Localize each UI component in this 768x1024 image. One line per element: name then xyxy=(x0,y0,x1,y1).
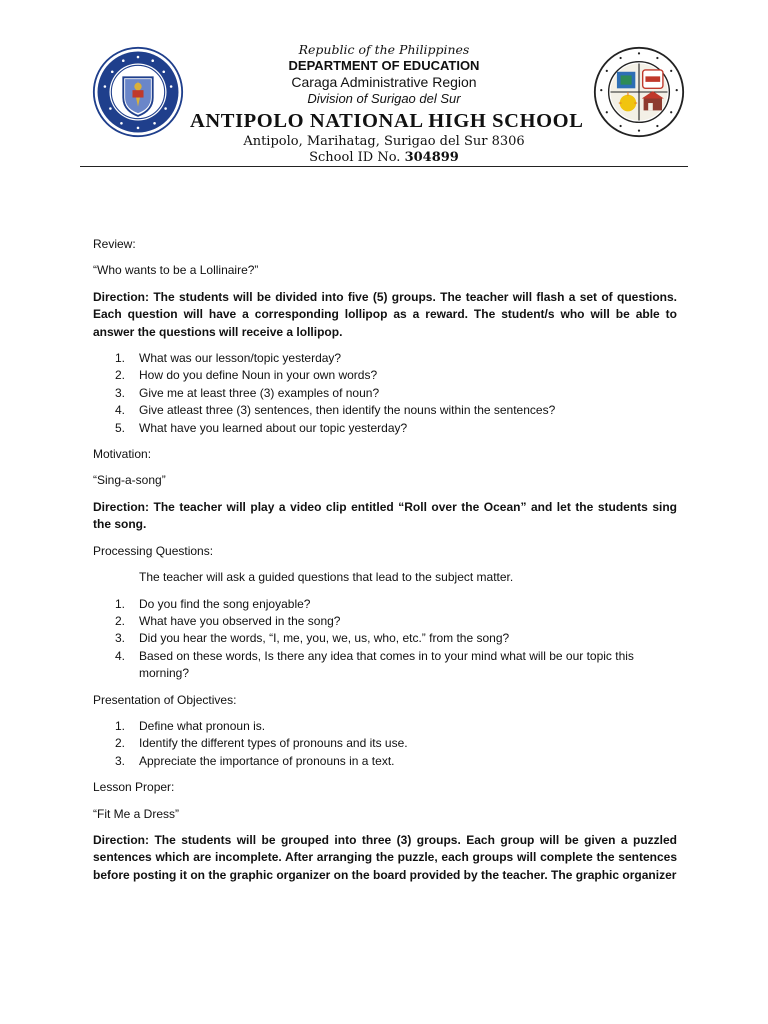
list-item: 4. Give atleast three (3) sentences, then identify the nouns within the sentences? xyxy=(115,403,556,418)
motivation-activity: “Sing-a-song” xyxy=(93,473,166,488)
list-item: 3. Appreciate the importance of pronouns in a text. xyxy=(115,753,395,768)
division-line: Division of Surigao del Sur xyxy=(307,91,461,106)
motivation-label: Motivation: xyxy=(93,447,152,462)
motivation-direction: Direction: The teacher will play a video clip entitled “Roll over the Ocean” and let the students sing the song. xyxy=(93,499,677,532)
list-item: 1. Do you find the song enjoyable? xyxy=(115,596,311,611)
republic-line: Republic of the Philippines xyxy=(298,42,470,57)
list-item: 1. Define what pronoun is. xyxy=(115,718,266,733)
review-activity: “Who wants to be a Lollinaire?” xyxy=(93,263,259,278)
list-item: 4. Based on these words, Is there any idea that comes in to your mind what will be our topic this morning? xyxy=(115,648,634,681)
review-direction: Direction: The students will be divided into five (5) groups. The teacher will flash a set of questions. Each question will have a corresponding lollipop as a reward. The student/s who will be able to answer the questions will receive a lollipop. xyxy=(93,289,677,339)
objectives-list xyxy=(93,718,677,770)
review-label: Review: xyxy=(93,237,136,251)
list-item: 3. Give me at least three (3) examples of noun? xyxy=(115,385,380,400)
school-seal-icon xyxy=(593,46,685,138)
list-item: 1. What was our lesson/topic yesterday? xyxy=(115,351,342,366)
school-id-value: 304899 xyxy=(404,150,459,165)
department-line: DEPARTMENT OF EDUCATION xyxy=(288,58,480,73)
list-item: 3. Did you hear the words, “I, me, you, we, us, who, etc.” from the song? xyxy=(115,631,510,646)
processing-intro: The teacher will ask a guided questions that lead to the subject matter. xyxy=(139,570,514,585)
list-item: 2. What have you observed in the song? xyxy=(115,613,341,628)
lesson-direction: Direction: The students will be grouped into three (3) groups. Each group will be given a puzzled sentences which are incomplete. After arranging the puzzle, each groups will complete the sentences before posting it on the graphic organizer on the board provided by the teacher. The graphic organizer xyxy=(93,832,677,882)
deped-seal-icon xyxy=(92,46,184,138)
lesson-label: Lesson Proper: xyxy=(93,780,175,795)
processing-questions xyxy=(93,596,677,683)
list-item: 2. How do you define Noun in your own words? xyxy=(115,368,378,383)
lesson-activity: “Fit Me a Dress” xyxy=(93,806,180,821)
review-questions xyxy=(93,350,677,437)
header-divider xyxy=(80,166,688,167)
region-line: Caraga Administrative Region xyxy=(291,74,477,90)
school-id xyxy=(190,150,578,166)
school-name: ANTIPOLO NATIONAL HIGH SCHOOL xyxy=(190,110,584,132)
school-id-label: School ID No. xyxy=(309,150,401,165)
document-body xyxy=(93,236,677,893)
list-item: 2. Identify the different types of pronouns and its use. xyxy=(115,736,408,751)
list-item: 5. What have you learned about our topic yesterday? xyxy=(115,420,408,435)
objectives-label: Presentation of Objectives: xyxy=(93,692,237,707)
letterhead xyxy=(0,0,768,180)
processing-label: Processing Questions: xyxy=(93,543,214,558)
school-address: Antipolo, Marihatag, Surigao del Sur 8306 xyxy=(243,134,525,149)
letterhead-text xyxy=(190,42,584,166)
